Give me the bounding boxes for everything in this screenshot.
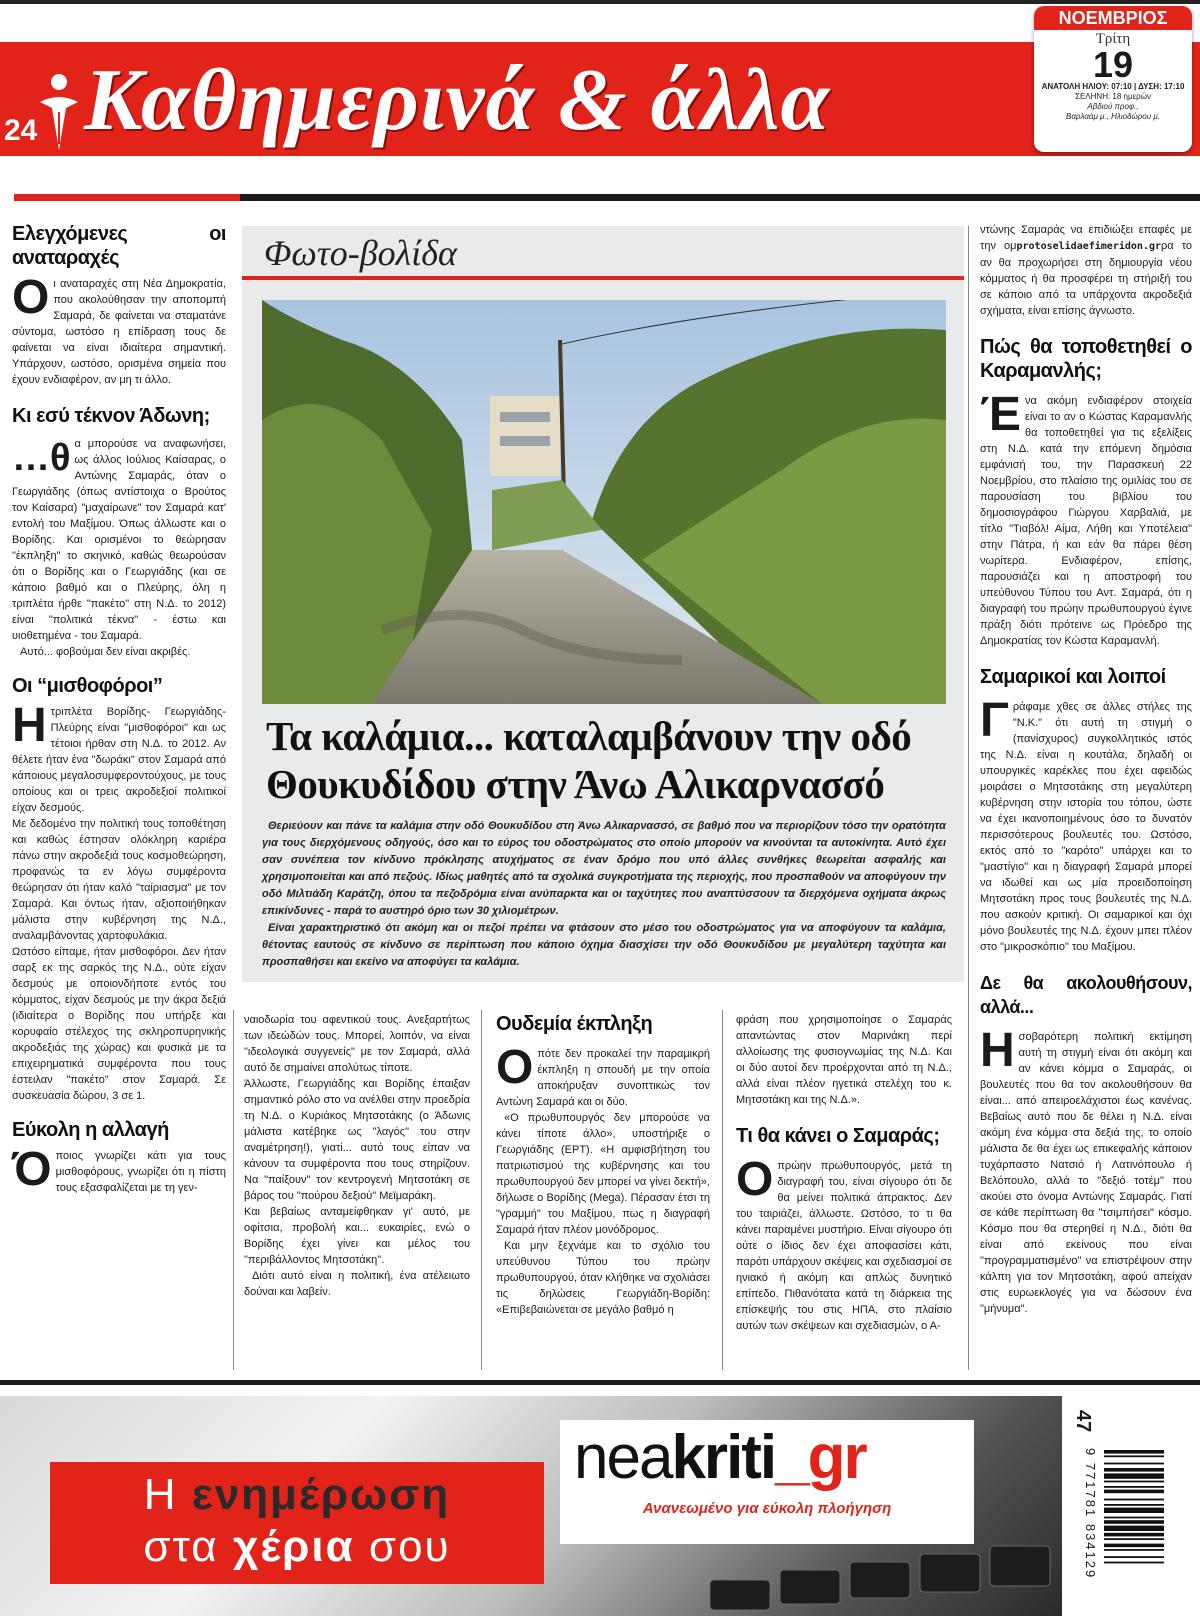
photo-caption-1: Θεριεύουν και πάνε τα καλάμια στην οδό Θουκυδίδου στη Άνω Αλικαρνασσό, σε βαθμό που να περιορίζουν τόσο την ορατότητα για τους διερχόμενους οδηγούς, όσο και το εύρος του οδοστρώματος στο οποίο μπορούν να κινούνται τα αυτοκίνητα. Αυτό έχει σαν συνέπεια τον κίνδυνο πρόκλησης ατυχήματος σε έναν δρόμο που υπό άλλες συνθήκες θεωρείται ασφαλής και χρησιμοποιείται και από πεζούς. Ιδίως μαθητές από τα σχολικά συγκροτήματα της περιοχής, που προσπαθούν να αποφύγουν την οδό Μιλτιάδη Καράτζη, όπου τα πεζοδρόμια είναι ανύπαρκτα και οι ταχύτητες που αναπτύσσουν τα διερχόμενα οχήματα άκρως επικίνδυνες - παρά το αυστηρό όριο των 30 χιλιομέτρων.: [262, 820, 946, 917]
right-paragraph-2: [980, 694, 1192, 955]
col2-paragraph-3: Και βεβαίως ανταμείφθηκαν γι' αυτό, με οφίτσια, προβολή και... ευκαιρίες, ενώ ο Βορίδης έχει γίνει και μέλος του "περιβάλλοντος Μητσοτάκη".: [244, 1206, 470, 1266]
barcode-stripe: [1104, 1562, 1164, 1564]
calendar-sun-times: ΑΝΑΤΟΛΗ ΗΛΙΟΥ: 07:10 | ΔΥΣΗ: 17:10: [1041, 82, 1185, 91]
col3-paragraph-1: [496, 1041, 710, 1110]
page-number: 24: [4, 114, 38, 147]
barcode-stripe: [1104, 1455, 1164, 1457]
calendar-month: ΝΟΕΜΒΡΙΟΣ: [1034, 6, 1192, 30]
barcode-stripe: [1104, 1544, 1164, 1548]
ad-word-bold: ενημέρωση: [191, 1470, 451, 1519]
watermark-text: protoselidaefimeridon.gr: [1016, 241, 1161, 252]
pen-figure-icon: [36, 72, 82, 154]
barcode-stripe: [1104, 1481, 1164, 1483]
col3-paragraph-2: «Ο πρωθυπουργός δεν μπορούσε να κάνει τίποτε άλλο», υποστήριξε ο Γεωργιάδης (ΕΡΤ). «Η αμφισβήτηση του πατριωτισμού της κυβέρνησης και του πρωθυπουργού δεν μπορεί να γίνει δεκτή», δήλωσε ο Βορίδης (Mega). Πέρασαν έτσι τη "γραμμή" του Μαξίμου, πως η διαγραφή Σαμαρά ήταν πλέον μονόδρομος.: [496, 1112, 710, 1236]
ad-word: στα: [143, 1522, 219, 1571]
col4-paragraph-1: φράση που χρησιμοποίησε ο Σαμαράς απαντώντας στον Μαρινάκη περί αλλοίωσης της φυσιογνωμίας της Ν.Δ. Και οι δύο αυτοί δεν προέρχονται από τη Ν.Δ., αλλά είναι πλέον ηγετικά στελέχη του κ. Μητσοτάκη και της Ν.Δ.».: [736, 1014, 952, 1106]
photo-section-rule: [242, 276, 964, 280]
barcode-stripe: [1104, 1473, 1164, 1478]
left-paragraph-2b: Αυτό... φοβούμαι δεν είναι ακριβές.: [20, 646, 191, 658]
header-rule-red: [14, 194, 240, 201]
footer-rule: [0, 1380, 1200, 1385]
left-heading-2: Κι εσύ τέκνον Άδωνη;: [12, 405, 210, 427]
column-divider: [233, 1010, 234, 1370]
column-4: [736, 1012, 952, 1334]
brand-part-2: kriti: [671, 1423, 776, 1492]
barcode-stripe: [1104, 1504, 1164, 1506]
drop-cap: Ο: [736, 1153, 774, 1206]
keyboard-graphic: [700, 1540, 1062, 1616]
left-paragraph-2: [12, 436, 226, 644]
drop-cap: Ό: [12, 1143, 52, 1196]
photo-caption-2: Είναι χαρακτηριστικό ότι ακόμη και οι πεζοί πρέπει να φτάσουν στο μέσο του οδοστρώματος για να αποφύγουν τα καλάμια, θέτοντας εαυτούς σε κίνδυνο σε περίπτωση που κάποιο όχημα διασχίσει την οδό Θουκυδίδου με μεγαλύτερη ταχύτητα και προσπαθήσει και εκείνο να αποφύγει τα καλάμια.: [262, 922, 946, 968]
barcode-stripe: [1104, 1468, 1164, 1472]
ad-word: Η: [143, 1470, 178, 1519]
calendar-date: 19: [1092, 44, 1134, 85]
left-text-4: ποιος γνωρίζει κάτι για τους μισθοφόρους, γνωρίζει ότι η πίστη τους εξασφαλίζεται με τη γεν-: [55, 1150, 226, 1194]
right-text-3: σοβαρότερη πολιτική εκτίμηση αυτή τη στιγμή είναι ότι ακόμη και αν κάνει κόμμα ο Σαμαράς, οι βουλευτές που θα τον ακολουθήσουν θα είναι... από απειροελάχιστοι έως κανένας. Βεβαίως αυτό που δε θέλει η Ν.Δ. είναι ακόμη ένα κόμμα στα δεξιά της, το οποίο μάλιστα δε θα έχει ως επικεφαλής κάποιον τυχάρπαστο Νατσιό ή Λατινόπουλο ή Βελόπουλο, αλλά το "δεξιό τοτέμ" που ακούει στο όνομα Αντώνης Σαμαράς. Γιατί σε κάθε περίπτωση θα "τσιμπήσει" κόσμο. Κόσμο που θα στερηθεί η Ν.Δ., διότι θα είναι από εκείνους που είναι "προγραμματισμένο" να επιστρέψουν στην κάλπη για τον Μητσοτάκη, αφού απείχαν στις ευρωεκλογές για να δώσουν ένα "μήνυμα".: [980, 1031, 1192, 1315]
left-paragraph-3: [12, 699, 226, 816]
street-reeds-photo: [262, 300, 946, 704]
ad-word-bold: χέρια: [232, 1522, 355, 1571]
barcode-digits: 9 771781 834129: [1083, 1448, 1098, 1580]
ad-tagline: Ανανεωμένο για εύκολη πλοήγηση: [642, 1500, 892, 1517]
barcode-stripe: [1104, 1486, 1164, 1488]
left-heading-4: Εύκολη η αλλαγή: [12, 1119, 169, 1141]
photo-caption: [262, 818, 946, 971]
left-heading-3: Οι “μισθοφόροι”: [12, 675, 163, 697]
right-text-1: να ακόμη ενδιαφέρον στοιχεία είναι το αν ο Κώστας Καραμανλής θα τοποθετηθεί για τις εξελίξεις στη Ν.Δ. κατά την επόμενη δημόσια εμφάνισή του, την Παρασκευή 22 Νοεμβρίου, στο πλαίσιο της ομιλίας του σε παρουσίαση του βιβλίου του δημοσιογράφου Γιώργου Χαρβαλιά, με τίτλο "Τιαβόλ! Αίμα, Λήθη και Υποτέλεια" στην Πάτρα, ή και εάν θα πάρει θέση νωρίτερα. Ενδιαφέρον, επίσης, παρουσιάζει και η αποστροφή του υπεύθυνου Τύπου του Αντ. Σαμαρά, ότι η διαγραφή του πρώην πρωθυπουργού έγινε πράξη διότι πρότεινε ως Πρόεδρο της Δημοκρατίας τον Κώστα Καραμανλή.: [980, 395, 1192, 647]
barcode-stripe: [1104, 1520, 1164, 1524]
right-paragraph-0: [980, 222, 1192, 319]
column-divider: [968, 226, 969, 1370]
col2-paragraph-4: Διότι αυτό είναι η πολιτική, ένα ατέλειωτο δούναι και λαβείν.: [244, 1270, 470, 1298]
top-border: [0, 0, 1200, 4]
barcode-stripe: [1104, 1490, 1164, 1494]
left-paragraph-3c: Ωστόσο είπαμε, ήταν μισθοφόροι. Δεν ήταν σαρξ εκ της σαρκός της Ν.Δ., ούτε είχαν δεσμούς με οποιονδήποτε εντός του κόμματος, είχαν δεσμούς με την άκρα δεξιά (ιδιαίτερα ο Βορίδης που υπήρξε και κορυφαίο στέλεχος της σκληροπυρηνικής ακροδεξιάς της χώρας) και φυσικά με τα επιχειρηματικά συμφέροντα που τους έστειλαν "πακέτο" στον Σαμαρά. Σε συσκευασία δώρου, 3 σε 1.: [12, 946, 226, 1102]
col2-paragraph-2: Άλλωστε, Γεωργιάδης και Βορίδης έπαιξαν σημαντικό ρόλο στο να ανέλθει στην προεδρία τη Ν.Δ. ο Κυριάκος Μητσοτάκης (ο Άδωνις μάλιστα κατέβηκε ως "λαγός" του στην αναμέτρηση!), γιατί... αυτό τους είπαν να κάνουν τα συμφέροντα που τους στηρίζουν. Να "παίξουν" τον κεντρογενή Μητσοτάκη σε βάρος του "πούρου δεξιού" Μεϊμαράκη.: [244, 1078, 470, 1202]
brand-part-1: nea: [574, 1423, 672, 1492]
barcode-stripe: [1104, 1533, 1164, 1537]
column-divider: [481, 1010, 482, 1370]
barcode-icon: [1100, 1448, 1190, 1612]
right-heading-3: Δε θα ακολουθήσουν, αλλά...: [980, 973, 1192, 1017]
left-heading-1: Ελεγχόμενες οι αναταραχές: [12, 223, 226, 269]
ad-slogan-line-1: [50, 1470, 544, 1520]
ad-word: σου: [368, 1522, 451, 1571]
calendar-saints-1: Αβδιού προφ.,: [1087, 102, 1139, 111]
ad-slogan-line-2: [50, 1522, 544, 1572]
column-3: [496, 1012, 710, 1318]
col4-heading-1: Τι θα κάνει ο Σαμαράς;: [736, 1125, 940, 1147]
drop-cap: Έ: [980, 388, 1021, 441]
barcode-stripe: [1104, 1556, 1164, 1558]
left-paragraph-1: [12, 271, 226, 388]
left-paragraph-4: [12, 1143, 226, 1196]
drop-cap: Η: [12, 699, 47, 752]
barcode-stripe: [1104, 1549, 1164, 1551]
right-text-0a: ντώνης Σαμαράς να επιδιώξει επαφές με την ομ: [980, 224, 1192, 252]
barcode-stripe: [1104, 1538, 1164, 1540]
col3-heading-1: Ουδεμία έκπληξη: [496, 1013, 653, 1035]
right-paragraph-3: [980, 1024, 1192, 1317]
col4-text-2: πρώην πρωθυπουργός, μετά τη διαγραφή του, είναι σίγουρο ότι δε θα μείνει πολιτικά άπρακτος. Δεν του ταιριάζει, άλλωστε. Ωστόσο, το τι θα κάνει παραμένει μυστήριο. Είναι σίγουρο ότι ούτε ο ίδιος δεν έχει αποφασίσει κάτι, παρότι υπάρχουν σκέψεις και σχεδιασμοί σε ηνιακό ή ακόμη και απλώς δυνητικό επίπεδο. Πιθανότατα κατά τη διάρκεια της επίσκεψής του στις ΗΠΑ, στο πλαίσιο αυτών των σκέψεων και σχεδιασμών, ο Α-: [736, 1160, 952, 1332]
barcode-stripe: [1104, 1463, 1164, 1465]
col3-text-1: πότε δεν προκαλεί την παραμικρή έκπληξη η σπουδή με την οποία απoκήρυξαν συνοπτικώς τον Αντώνη Σαμαρά και οι δύο.: [496, 1048, 710, 1108]
right-text-0b: ρα το αν θα προχωρήσει στη δημιουργία νέου κόμματος ή θα προσφέρει τη στήριξή του σε κάποιο από τα υπάρχοντα ακροδεξιά σχήματα, είναι επίσης άγνωστο.: [980, 240, 1192, 317]
col3-paragraph-3: Και μην ξεχνάμε και το σχόλιο του υπεύθυνου Τύπου του πρώην πρωθυπουργού, όταν κλήθηκε να σχολιάσει τις δηλώσεις Γεωργιάδη-Βορίδη: «Επιβεβαιώνεται σε μεγάλο βαθμό η: [496, 1240, 710, 1316]
photo-headline: Τα καλάμια... καταλαμβάνουν την οδό Θουκυδίδου στην Άνω Αλικαρνασσό: [266, 713, 912, 807]
col2-paragraph-1: ναιοδωρία του αφεντικού τους. Ανεξαρτήτως των ιδεώδών τους. Μπορεί, λοιπόν, να είναι "ιδεολογικά συγγενείς" με τον Σαμαρά, αλλά αυτό δε σημαίνει απολύτως τίποτε.: [244, 1014, 470, 1074]
column-2: [244, 1012, 470, 1300]
right-paragraph-1: [980, 388, 1192, 649]
right-text-2: ράφαμε χθες σε άλλες στήλες της "Ν.Κ." ότι αυτή τη στιγμή ο (πανίσχυρος) συγκολλητικός ιστός της Ν.Δ. είναι η κουτάλα, δηλαδή οι υπουργικές καρέκλες που έχει αφειδώς μοιράσει ο Μητσοτάκης στη μεγαλύτερη κυβέρνηση στην ιστορία του τόπου, ώστε να έχει ικανοποιημένους όσο το δυνατόν περισσότερους βουλευτές του. Ωστόσο, εκτός από το "καρότο" υπάρχει και το "μαστίγιο" και η διαγραφή Σαμαρά μπορεί να ιδωθεί και ως μία προειδοποίηση Μητσοτάκη προς τους βουλευτές της Ν.Δ. που ασκούν κριτική. Οι σαμαρικοί και όχι μόνο βουλευτές της Ν.Δ. έχουν μπει πλέον στο "μικροσκόπιο" του Μαξίμου.: [980, 701, 1192, 953]
ad-brand-logo[interactable]: [574, 1422, 866, 1493]
col4-paragraph-2: [736, 1153, 952, 1334]
barcode-stripe: [1104, 1517, 1164, 1519]
calendar-moon: ΣΕΛΗΝΗ: 18 ημερών: [1075, 92, 1151, 101]
left-text-1: ι αναταραχές στη Νέα Δημοκρατία, που ακολούθησαν την αποπομπή Σαμαρά, δε φαίνεται να σταματάνε σύντομα, ωστόσο η επίδραση τους δε φαίνεται να είναι ιδιαίτερα σημαντική. Υπάρχουν, ωστόσο, ορισμένα σημεία που έχουν ενδιαφέρον, αν μη τι άλλο.: [12, 278, 226, 386]
barcode-stripe: [1104, 1499, 1164, 1501]
calendar-saints-2: Βαρλαάμ μ., Ηλιοδώρου μ.: [1066, 112, 1160, 121]
calendar-badge: [1034, 6, 1192, 152]
right-heading-2: Σαμαρικοί και λοιποί: [980, 666, 1166, 688]
right-column: [980, 222, 1192, 1317]
left-text-3: τριπλέτα Βορίδης- Γεωργιάδης- Πλεύρης είναι "μισθοφόροι" και ως τέτοιοι ήρθαν στη Ν.Δ. το 2012. Αν θέλετε ήταν ένα "δωράκι" στον Σαμαρά από κάποιους μεγαλοσυμφεροντούχους, με τους οποίους και οι τρεις ακροδεξιοί πολιτικοί είχαν δεσμούς.: [12, 706, 226, 814]
drop-cap: Γ: [980, 694, 1009, 747]
left-column: [12, 222, 226, 1196]
drop-cap: Η: [980, 1024, 1015, 1077]
brand-part-3: _gr: [775, 1423, 866, 1492]
barcode-stripe: [1104, 1508, 1164, 1513]
left-paragraph-3b: Με δεδομένο την πολιτική τους τοποθέτηση και καθώς έστησαν ολόκληρη καριέρα πάνω στην ακροδεξιά τους κοσμοθεώρηση, προφανώς τα εν λόγω συμφέροντα θεώρησαν ότι ήταν καλό "ταίριασμα" με τον Σαμαρά. Και όντως ήταν, αξιοποιήθηκαν μάλιστα στην κυβέρνηση της Ν.Δ., αναλαμβάνοντας χαρτοφυλάκια.: [12, 818, 226, 942]
header-rule-dark: [240, 194, 1200, 201]
barcode-stripe: [1104, 1526, 1164, 1531]
barcode-stripe: [1104, 1450, 1164, 1454]
drop-cap: Ο: [12, 271, 50, 324]
calendar-weekday: Τρίτη: [1095, 31, 1131, 47]
drop-cap: …θ: [12, 437, 71, 479]
right-heading-1: Πώς θα τοποθετηθεί ο Καραμανλής;: [980, 336, 1192, 382]
left-text-2: α μπορούσε να αναφωνήσει, ως άλλος Ιούλιος Καίσαρας, ο Αντώνης Σαμαράς, όταν ο Γεωργιάδης (όπως αντίστοιχα ο Βρούτος τον Καίσαρα) "μαχαίρωνε" τον Σαμαρά κατ' εντολή του Μαξίμου. Όπως άλλωστε και ο Βορίδης. Και ορισμένοι το θεώρησαν "έκπληξη" το σκηνικό, καθώς θεωρούσαν ότι ο Βορίδης και ο Γεωργιάδης (και σε κάποιο βαθμό και ο Πλεύρης, όλη η τριπλέτα ήρθε "πακέτο" στη Ν.Δ. το 2012) είναι "πολιτικά τέκνα" - έστω και υιοθετημένα - του Σαμαρά.: [12, 438, 226, 642]
drop-cap: Ο: [496, 1041, 534, 1094]
column-divider: [722, 1010, 723, 1370]
masthead-title: Καθημερινά & άλλα: [84, 52, 831, 149]
photo-section-title: Φωτο-βολίδα: [264, 233, 457, 273]
issue-number: 47: [1072, 1410, 1094, 1433]
